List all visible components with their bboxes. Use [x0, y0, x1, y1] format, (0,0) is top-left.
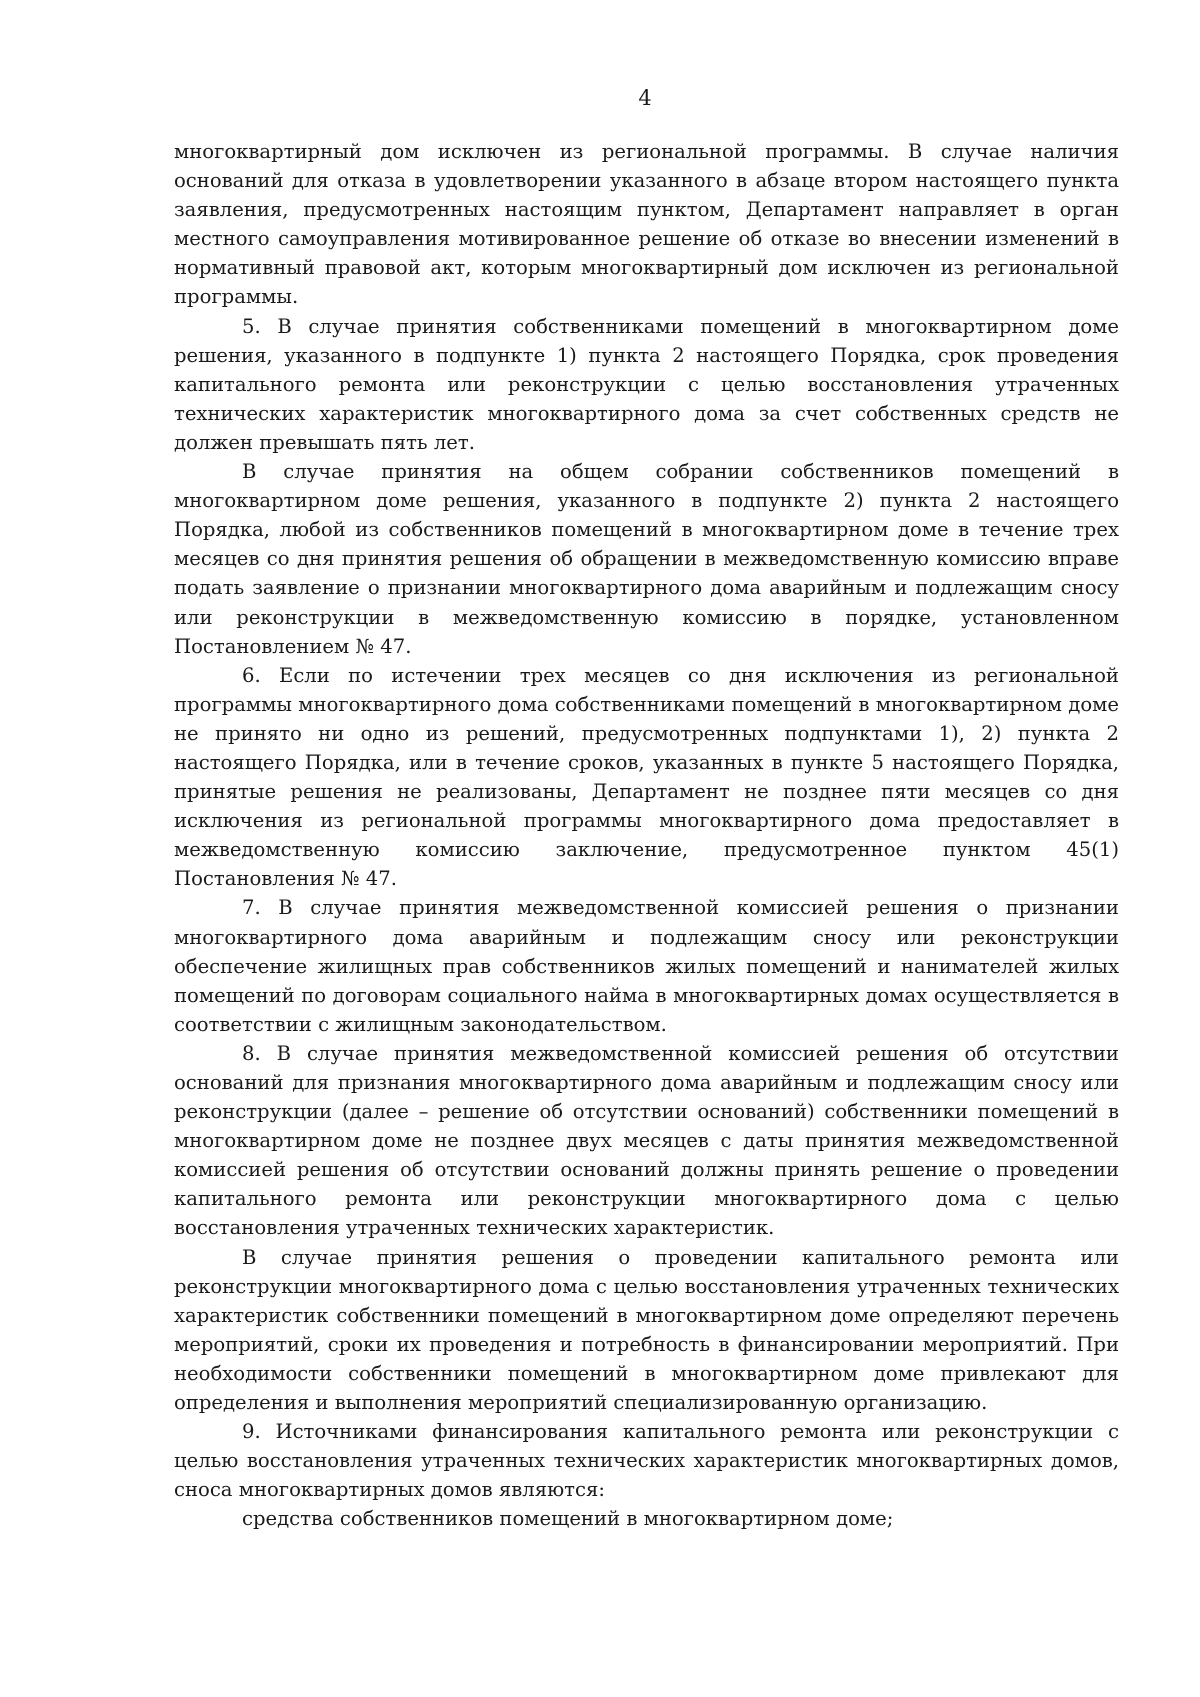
paragraph-clause-8: 8. В случае принятия межведомственной комиссией решения об отсутствии оснований для признания многоквартирного дома аварийным и подлежащим сносу или реконструкции (далее – решение об отсутствии оснований) собственники помещений в многоквартирном доме не позднее двух месяцев с даты принятия межведомственной комиссией решения об отсутствии оснований должны принять решение о проведении капитального ремонта или реконструкции многоквартирного дома с целью восстановления утраченных технических характеристик. [174, 1041, 1119, 1240]
document-body [174, 137, 1119, 1534]
paragraph-clause-9: 9. Источниками финансирования капитального ремонта или реконструкции с целью восстановления утраченных технических характеристик многоквартирных домов, сноса многоквартирных домов являются: [174, 1420, 1119, 1502]
paragraph-clause-7: 7. В случае принятия межведомственной комиссией решения о признании многоквартирного дома аварийным и подлежащим сносу или реконструкции обеспечение жилищных прав собственников жилых помещений и нанимателей жилых помещений по договорам социального найма в многоквартирных домах осуществляется в соответствии с жилищным законодательством. [174, 896, 1119, 1036]
page-number: 4 [638, 86, 652, 110]
paragraph: В случае принятия на общем собрании собственников помещений в многоквартирном доме решения, указанного в подпункте 2) пункта 2 настоящего Порядка, любой из собственников помещений в многоквартирном доме в течение трех месяцев со дня принятия решения об обращении в межведомственную комиссию вправе подать заявление о признании многоквартирного дома аварийным и подлежащим сносу или реконструкции в межведомственную комиссию в порядке, установленном Постановлением № 47. [174, 460, 1119, 658]
paragraph: В случае принятия решения о проведении капитального ремонта или реконструкции многоквартирного дома с целью восстановления утраченных технических характеристик собственники помещений в многоквартирном доме определяют перечень мероприятий, сроки их проведения и потребность в финансировании мероприятий. При необходимости собственники помещений в многоквартирном доме привлекают для определения и выполнения мероприятий специализированную организацию. [174, 1245, 1119, 1415]
paragraph-clause-6: 6. Если по истечении трех месяцев со дня исключения из региональной программы многоквартирного дома собственниками помещений в многоквартирном доме не принято ни одно из решений, предусмотренных подпунктами 1), 2) пункта 2 настоящего Порядка, или в течение сроков, указанных в пункте 5 настоящего Порядка, принятые решения не реализованы, Департамент не позднее пяти месяцев со дня исключения из региональной программы многоквартирного дома предоставляет в межведомственную комиссию заключение, предусмотренное пунктом 45(1) Постановления № 47. [174, 663, 1119, 891]
paragraph-clause-5: 5. В случае принятия собственниками помещений в многоквартирном доме решения, указанного в подпункте 1) пункта 2 настоящего Порядка, срок проведения капитального ремонта или реконструкции с целью восстановления утраченных технических характеристик многоквартирного дома за счет собственных средств не должен превышать пять лет. [174, 314, 1119, 454]
paragraph: многоквартирный дом исключен из региональной программы. В случае наличия оснований для отказа в удовлетворении указанного в абзаце втором настоящего пункта заявления, предусмотренных настоящим пунктом, Департамент направляет в орган местного самоуправления мотивированное решение об отказе во внесении изменений в нормативный правовой акт, которым многоквартирный дом исключен из региональной программы. [174, 140, 1119, 309]
list-item: средства собственников помещений в многоквартирном доме; [242, 1507, 894, 1531]
